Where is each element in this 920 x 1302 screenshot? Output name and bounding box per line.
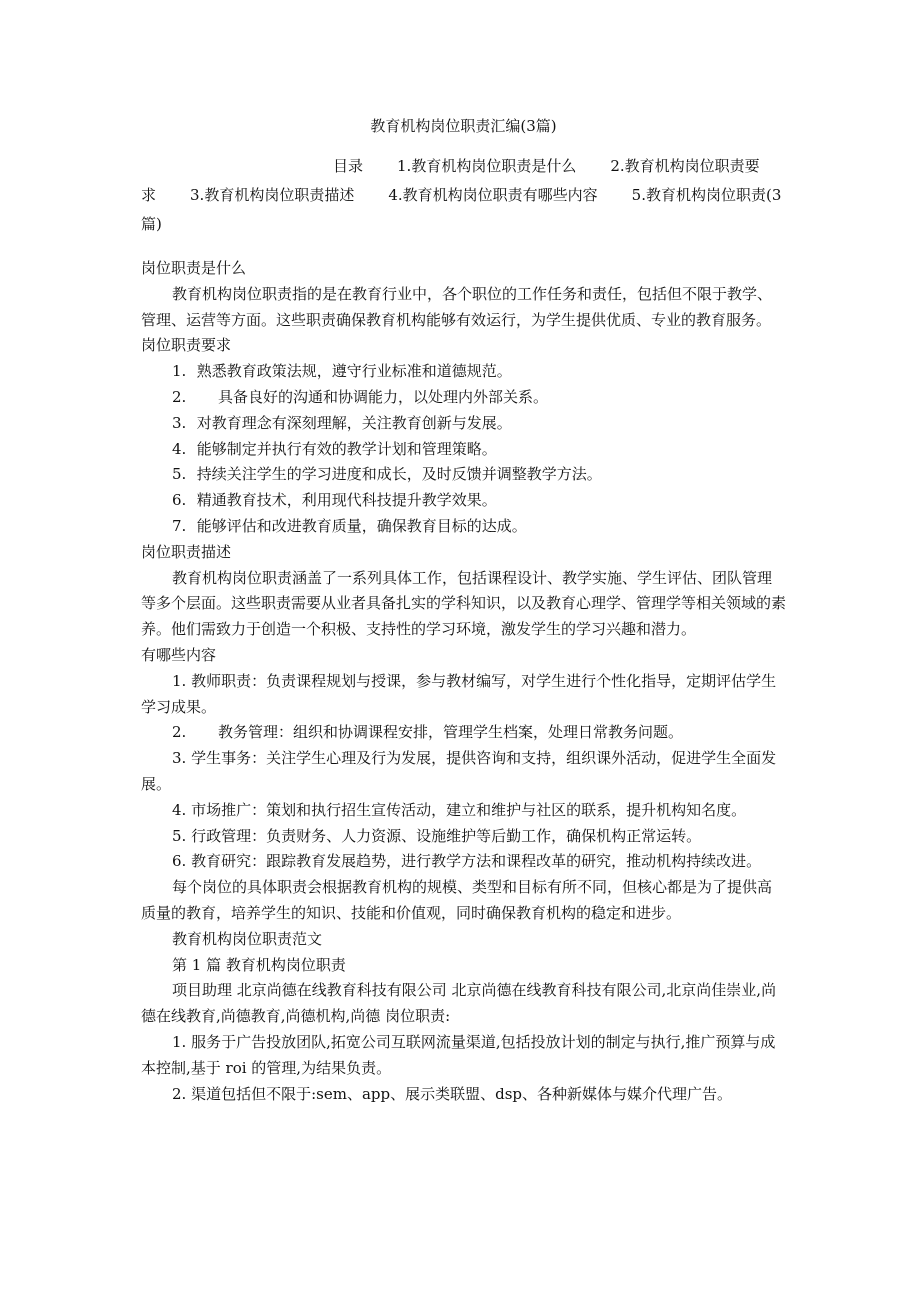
toc-item[interactable]: 2.教育机构岗位职责要求 [141, 157, 760, 204]
samples-sub-heading: 第 1 篇 教育机构岗位职责 [172, 955, 346, 974]
section-text-description: 教育机构岗位职责涵盖了一系列具体工作，包括课程设计、教学实施、学生评估、团队管理等多个层面。这些职责需要从业者具备扎实的学科知识，以及教育心理学、管理学等相关领域的素养。他们需致力于创造一个积极、支持性的学习环境，激发学生的学习兴趣和潜力。 [141, 568, 787, 639]
list-item: 4. 市场推广：策划和执行招生宣传活动，建立和维护与社区的联系，提升机构知名度。 [172, 800, 747, 819]
list-item: 6. 精通教育技术，利用现代科技提升教学效果。 [172, 491, 497, 510]
list-item: 6. 教育研究：跟踪教育发展趋势，进行教学方法和课程改革的研究，推动机构持续改进。 [172, 852, 762, 871]
toc-item[interactable]: 4.教育机构岗位职责有哪些内容 [388, 186, 598, 204]
table-of-contents [141, 152, 786, 239]
list-item: 5. 持续关注学生的学习进度和成长，及时反馈并调整教学方法。 [172, 465, 602, 484]
list-item: 2. 具备良好的沟通和协调能力，以处理内外部关系。 [172, 387, 549, 406]
toc-item[interactable]: 1.教育机构岗位职责是什么 [397, 157, 577, 175]
list-item: 5. 行政管理：负责财务、人力资源、设施维护等后勤工作，确保机构正常运转。 [172, 826, 702, 845]
list-item: 1. 熟悉教育政策法规，遵守行业标准和道德规范。 [172, 362, 512, 381]
list-item: 7. 能够评估和改进教育质量，确保教育目标的达成。 [172, 516, 527, 535]
section-heading-what: 岗位职责是什么 [141, 259, 247, 277]
toc-item[interactable]: 5.教育机构岗位职责(3篇) [141, 186, 782, 233]
list-item: 1. 教师职责：负责课程规划与授课，参与教材编写，对学生进行个性化指导，定期评估学生学习成果。 [141, 671, 777, 716]
section-heading-contents: 有哪些内容 [141, 645, 217, 664]
list-item: 4. 能够制定并执行有效的教学计划和管理策略。 [172, 439, 497, 458]
list-item: 3. 对教育理念有深刻理解，关注教育创新与发展。 [172, 413, 512, 432]
document-title: 教育机构岗位职责汇编(3篇) [370, 117, 557, 135]
samples-heading: 教育机构岗位职责范文 [172, 929, 323, 948]
samples-intro: 项目助理 北京尚德在线教育科技有限公司 北京尚德在线教育科技有限公司,北京尚佳崇业,尚德在线教育,尚德教育,尚德机构,尚德 岗位职责: [141, 981, 777, 1026]
document-body [141, 256, 786, 1107]
list-item: 3. 学生事务：关注学生心理及行为发展，提供咨询和支持，组织课外活动，促进学生全面发展。 [141, 749, 777, 793]
section-heading-description: 岗位职责描述 [141, 542, 232, 561]
list-item: 1. 服务于广告投放团队,拓宽公司互联网流量渠道,包括投放计划的制定与执行,推广预算与成本控制,基于 roi 的管理,为结果负责。 [141, 1032, 776, 1077]
section-summary-contents: 每个岗位的具体职责会根据教育机构的规模、类型和目标有所不同，但核心都是为了提供高质量的教育，培养学生的知识、技能和价值观，同时确保教育机构的稳定和进步。 [141, 878, 773, 922]
list-item: 2. 渠道包括但不限于:sem、app、展示类联盟、dsp、各种新媒体与媒介代理广告。 [172, 1084, 732, 1103]
toc-item[interactable]: 3.教育机构岗位职责描述 [190, 186, 355, 204]
section-text-what: 教育机构岗位职责指的是在教育行业中，各个职位的工作任务和责任，包括但不限于教学、管理、运营等方面。这些职责确保教育机构能够有效运行，为学生提供优质、专业的教育服务。 [141, 284, 773, 329]
toc-label: 目录 [333, 157, 364, 175]
list-item: 2. 教务管理：组织和协调课程安排，管理学生档案，处理日常教务问题。 [172, 723, 684, 742]
section-heading-requirements: 岗位职责要求 [141, 336, 232, 355]
